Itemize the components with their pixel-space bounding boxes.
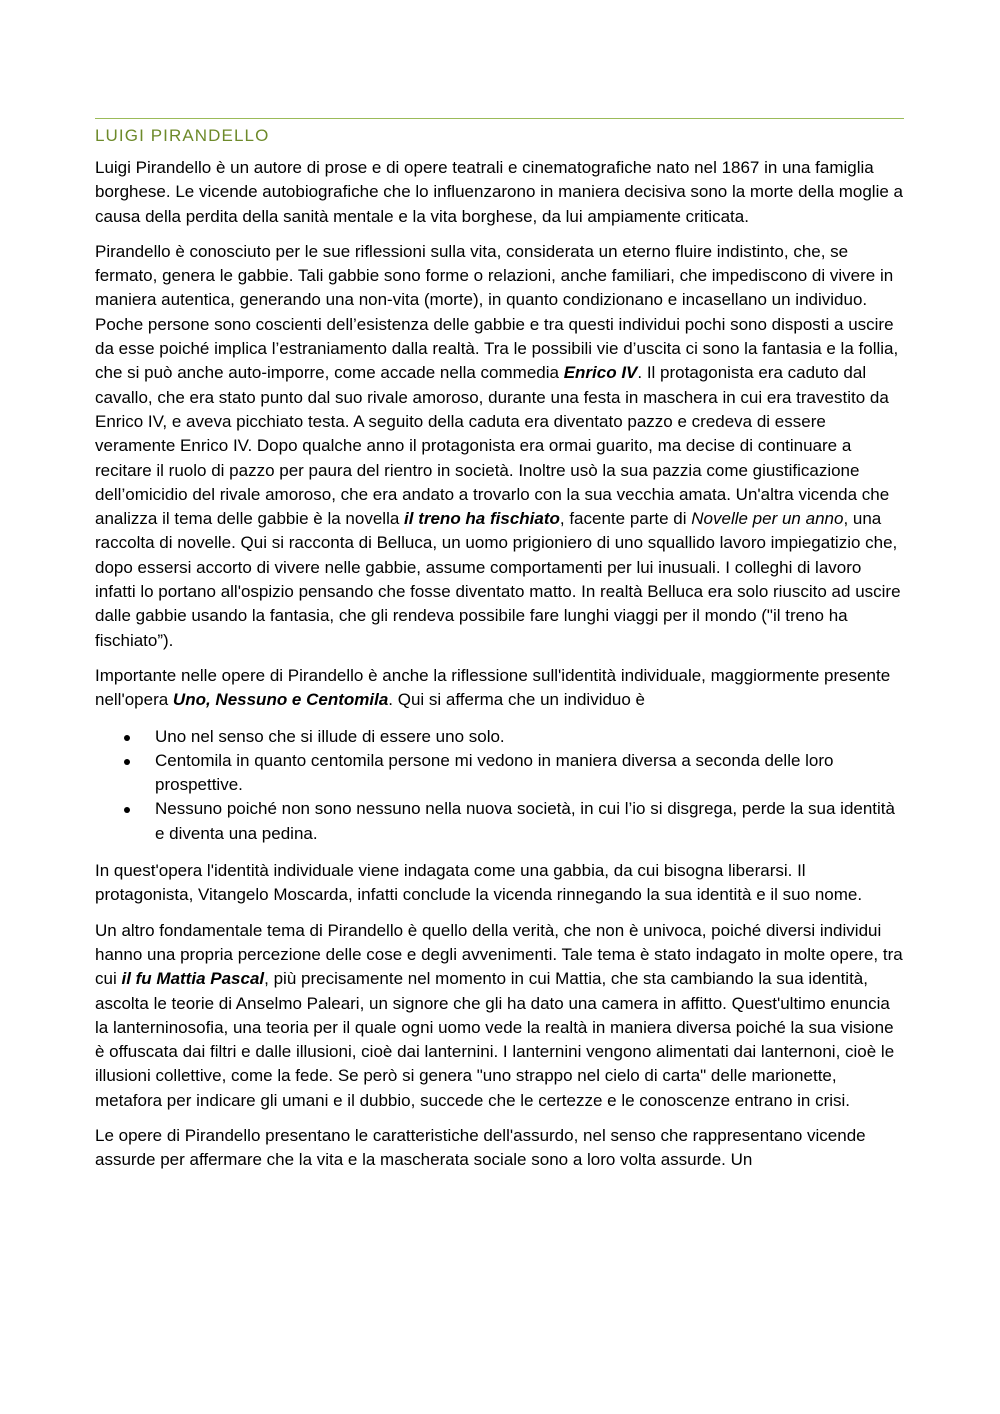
list-item [95, 749, 904, 798]
paragraph-moscarda: In quest'opera l'identità individuale viene indagata come una gabbia, da cui bisogna liberarsi. Il protagonista, Vitangelo Moscarda, infatti conclude la vicenda rinnegando la sua identità e il suo nome. [95, 861, 863, 905]
work-title-treno: il treno ha fischiato [404, 509, 560, 529]
text-run: , una raccolta di novelle. Qui si racconta di Belluca, un uomo prigioniero di uno squallido lavoro impiegatizio che, dopo essersi accorto di vivere nelle gabbie, assume comportamenti per lui inusuali. I colleghi di lavoro infatti lo portano all'ospizio pensando che fosse diventato matto. In realtà Belluca era solo riuscito ad uscire dalle gabbie usando la fantasia, che gli rendeva possibile fare lunghi viaggi per il mondo ("il treno ha fischiato”). [95, 509, 901, 650]
section-heading: LUIGI PIRANDELLO [95, 126, 270, 145]
paragraph-identita [95, 664, 904, 713]
text-run: , facente parte di [559, 509, 692, 529]
list-item [95, 725, 904, 749]
paragraph-intro: Luigi Pirandello è un autore di prose e di opere teatrali e cinematografiche nato nel 1867 in una famiglia borghese. Le vicende autobiografiche che lo influenzarono in maniera decisiva sono la morte della moglie a causa della perdita della sanità mentale e la vita borghese, da lui ampiamente criticata. [95, 158, 903, 226]
identity-list [95, 725, 904, 846]
bullet-icon [124, 735, 130, 741]
paragraph-assurdo: Le opere di Pirandello presentano le caratteristiche dell'assurdo, nel senso che rappresentano vicende assurde per affermare che la vita e la mascherata sociale sono a loro volta assurde. Un [95, 1125, 866, 1170]
paragraph-verita [95, 919, 904, 1113]
text-run: Un altro fondamentale tema di Pirandello è quello della verità, che non è univoca, poiché diversi individui hanno una propria percezione delle cose e degli avvenimenti. Tale tema è stato indagato in molte opere, tra cui [95, 920, 903, 989]
bullet-icon [124, 807, 130, 813]
list-item-text: Uno nel senso che si illude di essere uno solo. [155, 726, 505, 746]
text-run: , più precisamente nel momento in cui Mattia, che sta cambiando la sua identità, ascolta le teorie di Anselmo Paleari, un signore che gli ha dato una camera in affitto. Quest'ultimo enuncia la lanterninosofia, una teoria per il quale ogni uomo vede la realtà in maniera diversa poiché la sua visione è offuscata dai filtri e dalle illusioni, cioè dai lanternini. I lanternini vengono alimentati dai lanternoni, cioè le illusioni collettive, come la fede. Se però si genera "uno strappo nel cielo di carta" delle marionette, metafora per indicare gli umani e il dubbio, succede che le certezze e le conoscenze entrano in crisi. [95, 969, 895, 1110]
bullet-icon [124, 759, 130, 765]
work-title-enrico-iv: Enrico IV [563, 363, 638, 383]
work-title-uno-nessuno: Uno, Nessuno e Centomila [172, 690, 389, 710]
paragraph-gabbie [95, 240, 904, 653]
list-item-text: Centomila in quanto centomila persone mi vedono in maniera diversa a seconda delle loro prospettive. [155, 750, 834, 795]
list-item-text: Nessuno poiché non sono nessuno nella nuova società, in cui l’io si disgrega, perde la sua identità e diventa una pedina. [155, 799, 895, 843]
heading-rule [95, 118, 904, 119]
text-run: . Il protagonista era caduto dal cavallo, che era stato punto dal suo rivale amoroso, durante una festa in maschera in cui era travestito da Enrico IV, e aveva picchiato testa. A seguito della caduta era diventato pazzo e credeva di essere veramente Enrico IV. Dopo qualche anno il protagonista era ormai guarito, ma decise di continuare a recitare il ruolo di pazzo per paura del rientro in società. Inoltre usò la sua pazzia come giustificazione dell’omicidio del rivale amoroso, che era andato a trovarlo con la sua vecchia amata. Un'altra vicenda che analizza il tema delle gabbie è la novella [95, 363, 890, 529]
work-title-novelle: Novelle per un anno [691, 509, 844, 529]
text-run: . Qui si afferma che un individuo è [388, 690, 646, 710]
text-run: Pirandello è conosciuto per le sue riflessioni sulla vita, considerata un eterno fluire indistinto, che, se fermato, genera le gabbie. Tali gabbie sono forme o relazioni, anche familiari, che impediscono di vivere in maniera autentica, generando una non-vita (morte), in quanto condizionano e incasellano un individuo. Poche persone sono coscienti dell’esistenza delle gabbie e tra questi individui pochi sono disposti a uscire da esse poiché implica l’estraniamento dalla realtà. Tra le possibili vie d’uscita ci sono la fantasia e la follia, che si può anche auto-imporre, come accade nella commedia [95, 241, 899, 383]
work-title-mattia-pascal: il fu Mattia Pascal [121, 969, 265, 989]
list-item [95, 797, 904, 846]
text-run: Importante nelle opere di Pirandello è anche la riflessione sull'identità individuale, maggiormente presente nell'opera [95, 665, 891, 710]
